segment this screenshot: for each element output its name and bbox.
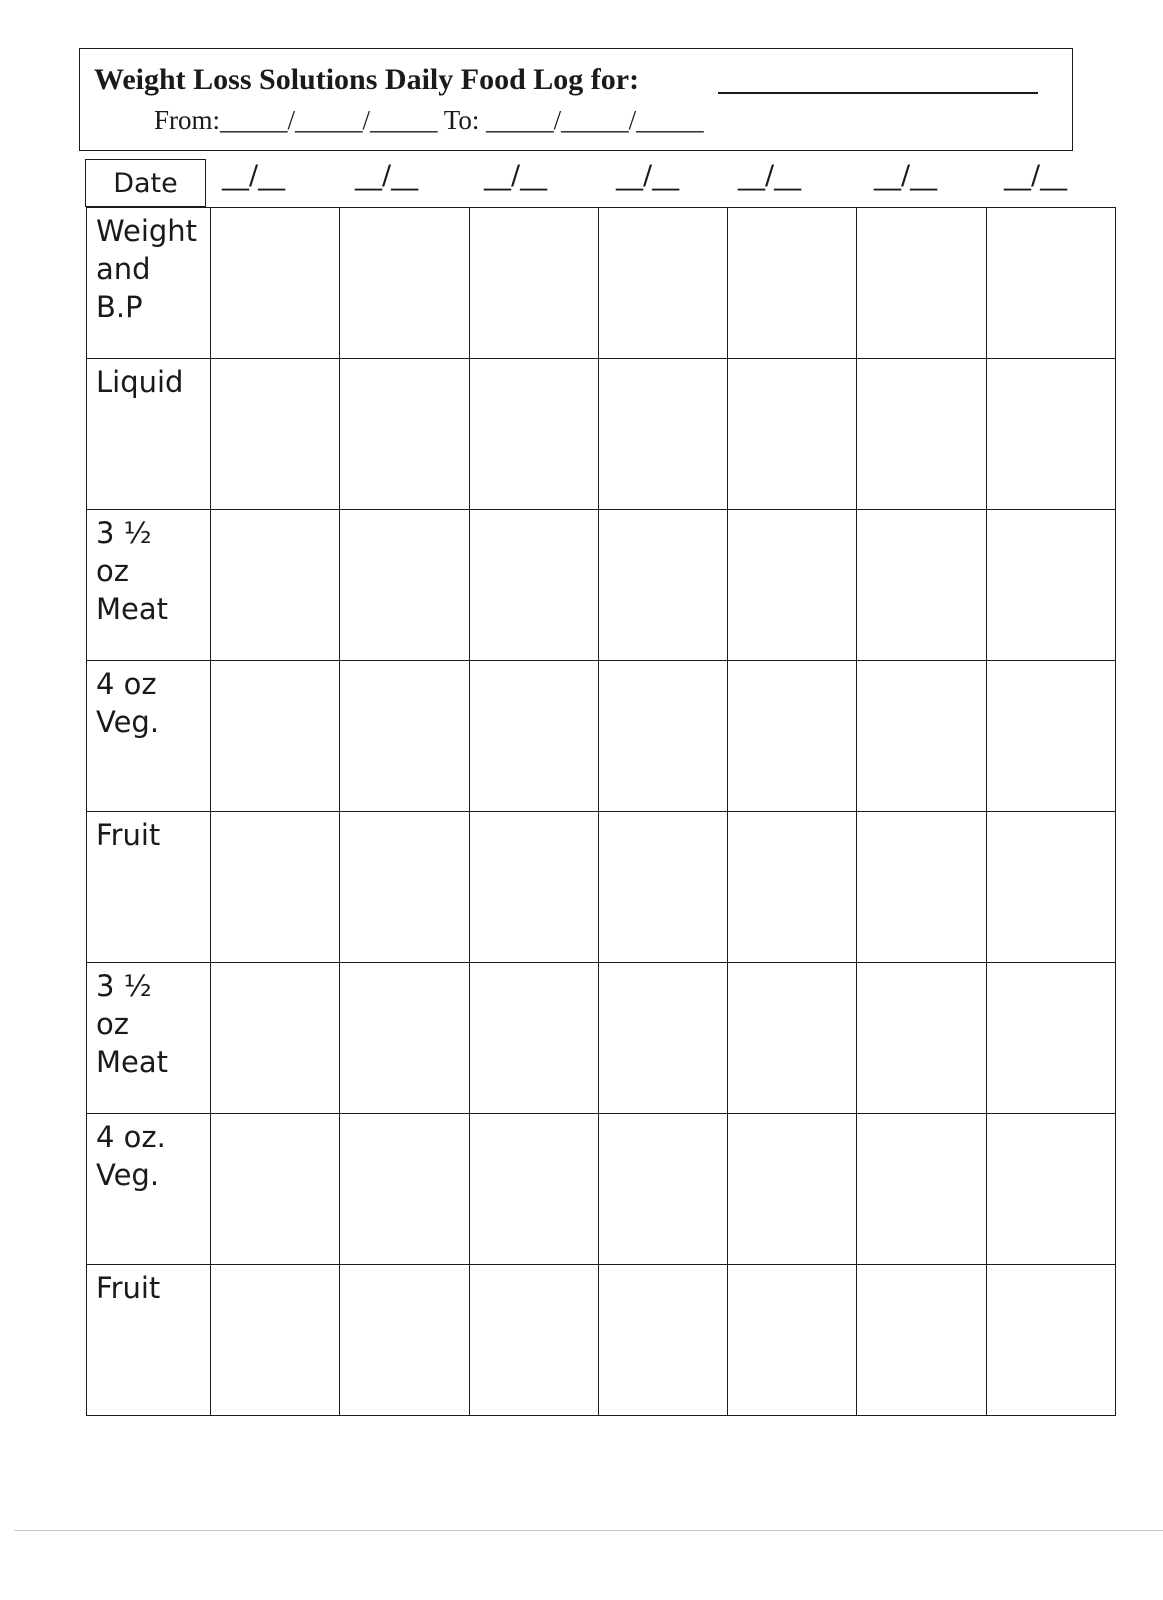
entry-cell[interactable]: [598, 1265, 727, 1416]
entry-cell[interactable]: [598, 359, 727, 510]
entry-cell[interactable]: [728, 963, 857, 1114]
entry-cell[interactable]: [340, 661, 469, 812]
date-slot-6[interactable]: __/__: [874, 160, 938, 191]
entry-cell[interactable]: [598, 208, 727, 359]
entry-cell[interactable]: [211, 661, 340, 812]
entry-cell[interactable]: [728, 1265, 857, 1416]
date-slot-5[interactable]: __/__: [738, 160, 802, 191]
entry-cell[interactable]: [340, 510, 469, 661]
entry-cell[interactable]: [728, 208, 857, 359]
row-label: Liquid: [96, 365, 184, 399]
date-range: From:_____/_____/_____ To: _____/_____/_____: [154, 105, 704, 135]
row-label: 3 ½ oz Meat: [96, 516, 169, 626]
entry-cell[interactable]: [857, 963, 986, 1114]
entry-cell[interactable]: [469, 963, 598, 1114]
entry-cell[interactable]: [857, 1114, 986, 1265]
entry-cell[interactable]: [469, 1265, 598, 1416]
entry-cell[interactable]: [857, 208, 986, 359]
entry-cell[interactable]: [340, 359, 469, 510]
form-title: Weight Loss Solutions Daily Food Log for:: [94, 63, 640, 96]
entry-cell[interactable]: [857, 359, 986, 510]
table-row: [87, 1114, 1116, 1265]
entry-cell[interactable]: [986, 812, 1115, 963]
entry-cell[interactable]: [986, 1114, 1115, 1265]
row-label: Fruit: [96, 818, 161, 852]
entry-cell[interactable]: [857, 661, 986, 812]
entry-cell[interactable]: [598, 963, 727, 1114]
row-label-cell: [87, 208, 211, 359]
entry-cell[interactable]: [469, 661, 598, 812]
entry-cell[interactable]: [469, 208, 598, 359]
entry-cell[interactable]: [469, 510, 598, 661]
entry-cell[interactable]: [598, 510, 727, 661]
entry-cell[interactable]: [211, 510, 340, 661]
table-row: [87, 1265, 1116, 1416]
page-edge: [14, 1530, 1163, 1531]
row-label-cell: [87, 661, 211, 812]
entry-cell[interactable]: [340, 963, 469, 1114]
row-label-cell: [87, 963, 211, 1114]
table-row: [87, 510, 1116, 661]
entry-cell[interactable]: [857, 510, 986, 661]
entry-cell[interactable]: [728, 661, 857, 812]
entry-cell[interactable]: [857, 1265, 986, 1416]
row-label-cell: [87, 359, 211, 510]
row-label-cell: [87, 1265, 211, 1416]
entry-cell[interactable]: [598, 812, 727, 963]
table-row: [87, 661, 1116, 812]
entry-cell[interactable]: [728, 510, 857, 661]
date-slot-3[interactable]: __/__: [484, 160, 548, 191]
row-label: 4 oz. Veg.: [96, 1120, 166, 1192]
row-label: 4 oz Veg.: [96, 667, 160, 739]
entry-cell[interactable]: [857, 812, 986, 963]
entry-cell[interactable]: [469, 1114, 598, 1265]
table-row: [87, 208, 1116, 359]
entry-cell[interactable]: [211, 359, 340, 510]
row-label: Fruit: [96, 1271, 161, 1305]
entry-cell[interactable]: [986, 359, 1115, 510]
date-label: Date: [85, 159, 206, 207]
entry-cell[interactable]: [340, 1265, 469, 1416]
date-slot-2[interactable]: __/__: [355, 160, 419, 191]
row-label-cell: [87, 812, 211, 963]
entry-cell[interactable]: [340, 208, 469, 359]
row-label: 3 ½ oz Meat: [96, 969, 169, 1079]
date-slot-1[interactable]: __/__: [222, 160, 286, 191]
food-log-grid: [86, 207, 1116, 1416]
header-box: [79, 48, 1073, 151]
entry-cell[interactable]: [211, 1265, 340, 1416]
entry-cell[interactable]: [728, 812, 857, 963]
entry-cell[interactable]: [986, 1265, 1115, 1416]
entry-cell[interactable]: [211, 812, 340, 963]
entry-cell[interactable]: [986, 510, 1115, 661]
entry-cell[interactable]: [211, 208, 340, 359]
table-row: [87, 963, 1116, 1114]
date-slot-4[interactable]: __/__: [616, 160, 680, 191]
date-slot-7[interactable]: __/__: [1004, 160, 1068, 191]
table-row: [87, 359, 1116, 510]
row-label-cell: [87, 1114, 211, 1265]
entry-cell[interactable]: [986, 963, 1115, 1114]
entry-cell[interactable]: [469, 359, 598, 510]
entry-cell[interactable]: [986, 208, 1115, 359]
row-label: Weight and B.P: [96, 214, 198, 324]
entry-cell[interactable]: [986, 661, 1115, 812]
entry-cell[interactable]: [211, 963, 340, 1114]
entry-cell[interactable]: [469, 812, 598, 963]
table-row: [87, 812, 1116, 963]
entry-cell[interactable]: [598, 661, 727, 812]
entry-cell[interactable]: [340, 1114, 469, 1265]
entry-cell[interactable]: [728, 1114, 857, 1265]
entry-cell[interactable]: [728, 359, 857, 510]
entry-cell[interactable]: [598, 1114, 727, 1265]
entry-cell[interactable]: [211, 1114, 340, 1265]
entry-cell[interactable]: [340, 812, 469, 963]
row-label-cell: [87, 510, 211, 661]
name-field[interactable]: [718, 92, 1038, 94]
